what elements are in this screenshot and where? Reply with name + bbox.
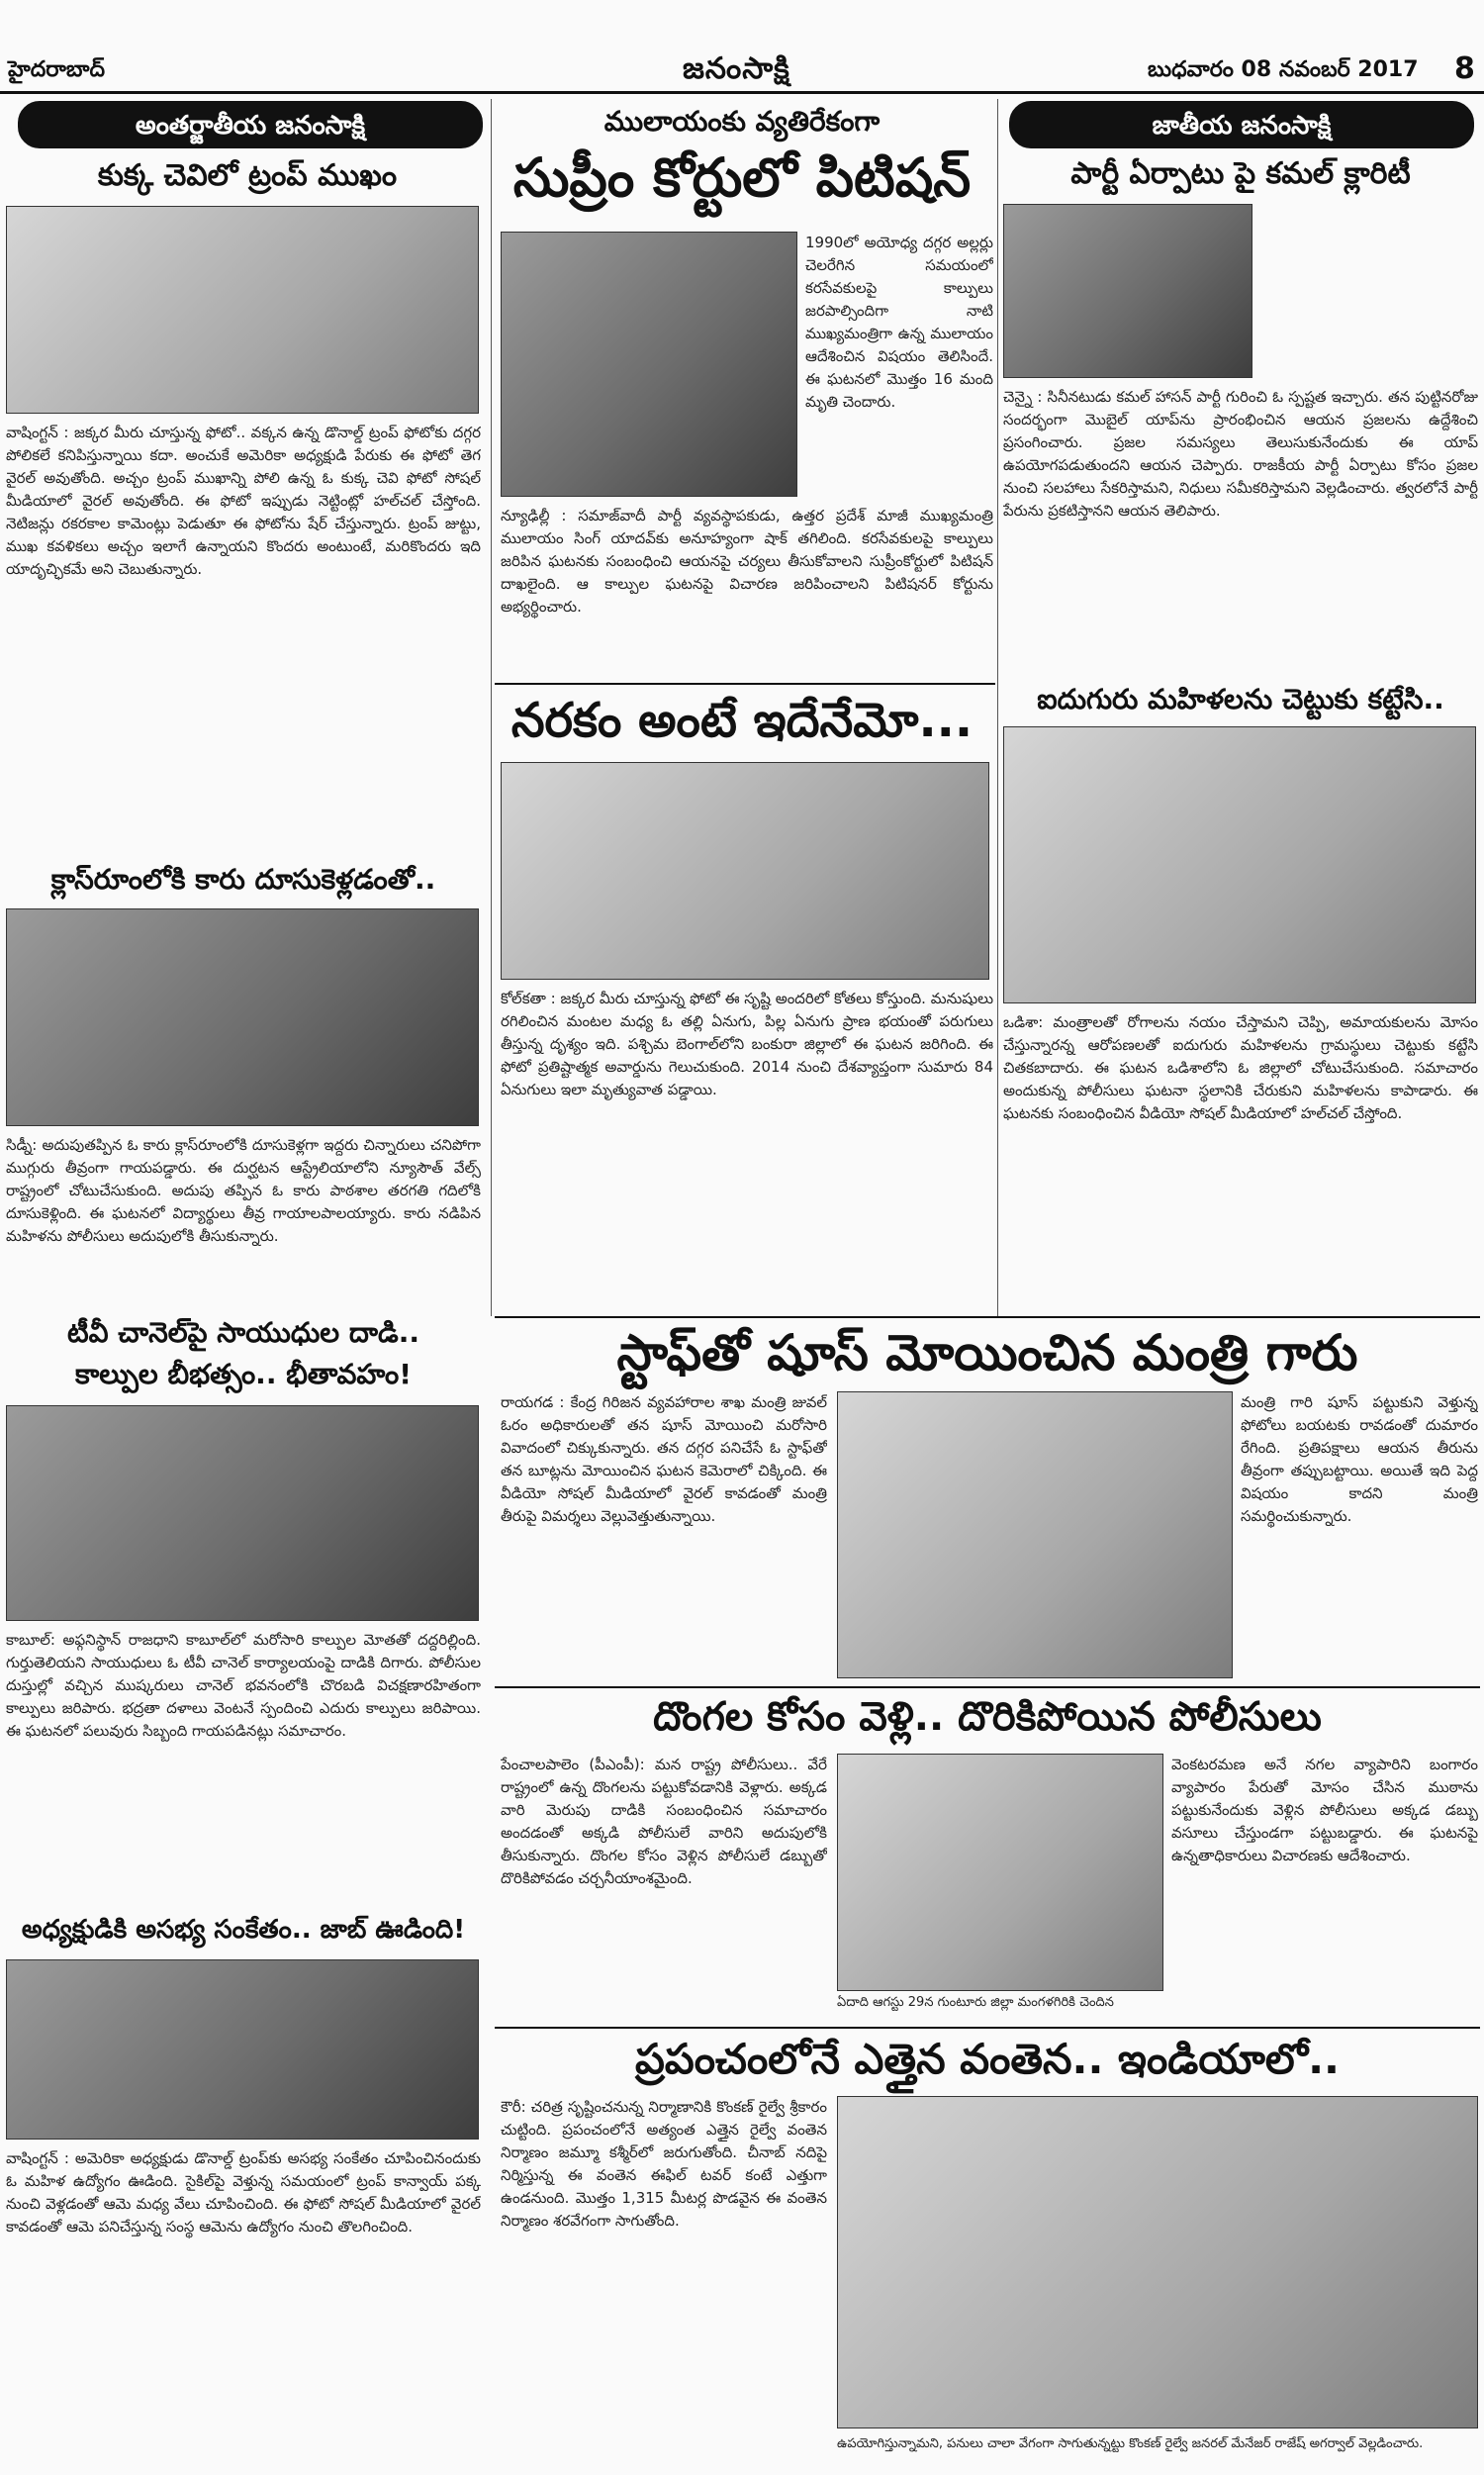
money-photo — [837, 1754, 1163, 1991]
minister-body: రాయగడ : కేంద్ర గిరిజన వ్యవహారాల శాఖ మంత్రి జువల్ ఓరం అధికారులతో తన షూస్ మోయించి మరోసారి వివాదంలో చిక్కుకున్నారు. తన దగ్గర పనిచేసే ఓ స్టాఫ్‌తో తన బూట్లను మోయించిన ఘటన కెమెరాలో చిక్కింది. ఈ వీడియో సోషల్ మీడియాలో వైరల్ కావడంతో మంత్రి తీరుపై విమర్శలు వెల్లువెత్తుతున్నాయి. — [501, 1393, 827, 1525]
cyclist-body: వాషింగ్టన్ : అమెరికా అధ్యక్షుడు డొనాల్డ్ ట్రంప్‌కు అసభ్య సంకేతం చూపించినందుకు ఓ మహిళ ఉద్యోగం ఊడింది. సైకిల్‌పై వెళ్తున్న సమయంలో ట్రంప్ కాన్వాయ్ పక్క నుంచి వెళ్లడంతో ఆమె మధ్య వేలు చూపించింది. ఈ ఫోటో సోషల్ మీడియాలో వైరల్ కావడంతో ఆమె పనిచేస్తున్న సంస్థ ఆమెను ఉద్యోగం నుంచి తొలగించింది. — [6, 2149, 481, 2236]
mulayam-photo — [501, 232, 797, 497]
police-body: పేంచాలపాలెం (పీఎంపీ): మన రాష్ట్ర పోలీసులు.. వేరే రాష్ట్రంలో ఉన్న దొంగలను పట్టుకోవడానికి వెళ్లారు. అక్కడ వారి మెరుపు దాడికి సంబంధించిన సమాచారం అందడంతో అక్కడి పోలీసులే వారిని అదుపులోకి తీసుకున్నారు. దొంగల కోసం వెళ్లిన పోలీసులే డబ్బుతో దొరికిపోవడం చర్చనీయాంశమైంది. — [501, 1756, 827, 1887]
police-caption: ఏదాది ఆగస్టు 29న గుంటూరు జిల్లా మంగళగిరికి చెందిన — [837, 1995, 1114, 2010]
supreme-body-side: 1990లో అయోధ్య దగ్గర అల్లర్లు చెలరేగిన సమయంలో కరసేవకులపై కాల్పులు జరపాల్సిందిగా నాటి ముఖ్యమంత్రిగా ఉన్న ములాయం ఆదేశించిన విషయం తెలిసిందే. ఈ ఘటనలో మొత్తం 16 మంది మృతి చెందారు. — [805, 234, 993, 411]
bridge-photo — [837, 2096, 1478, 2428]
trump-photo — [6, 206, 479, 414]
supreme-kicker: ములాయంకు వ్యతిరేకంగా — [603, 105, 881, 138]
bridge-headline: ప్రపంచంలోనే ఎత్తైన వంతెన.. ఇండియాలో.. — [635, 2035, 1340, 2083]
bridge-body: కౌరీ: చరిత్ర సృష్టించనున్న నిర్మాణానికి కొంకణ్ రైల్వే శ్రీకారం చుట్టింది. ప్రపంచంలోనే అత్యంత ఎత్తైన రైల్వే వంతెన నిర్మాణం జమ్మూ కశ్మీర్‌లో జరుగుతోంది. చీనాబ్ నదిపై నిర్మిస్తున్న ఈ వంతెన ఈఫిల్ టవర్ కంటే ఎత్తుగా ఉండనుంది. మొత్తం 1,315 మీటర్ల పొడవైన ఈ వంతెన నిర్మాణం శరవేగంగా సాగుతోంది. — [501, 2098, 827, 2230]
car-headline: క్లాస్‌రూంలోకి కారు దూసుకెళ్లడంతో.. — [50, 863, 436, 896]
tv-photo — [6, 1405, 479, 1621]
masthead-rule — [0, 91, 1484, 94]
column-rule-left — [491, 99, 492, 1316]
minister-photo — [837, 1391, 1233, 1678]
women-body: ఒడిశా: మంత్రాలతో రోగాలను నయం చేస్తామని చెప్పి, అమాయకులను మోసం చేస్తున్నారన్న ఆరోపణలతో ఐదుగురు మహిళలను గ్రామస్థులు చెట్టుకు కట్టేసి చితకబాదారు. ఈ ఘటన ఒడిశాలోని ఓ జిల్లాలో చోటుచేసుకుంది. సమాచారం అందుకున్న పోలీసులు ఘటనా స్థలానికి చేరుకుని మహిళలను కాపాడారు. ఈ ఘటనకు సంబంధించిన వీడియో సోషల్ మీడియాలో హల్‌చల్ చేస్తోంది. — [1003, 1013, 1478, 1122]
cyclist-photo — [6, 1959, 479, 2140]
tv-headline: టీవీ చానెల్‌పై సాయుధుల దాడి.. — [66, 1316, 420, 1349]
tv-subhead: కాల్పుల బీభత్సం.. భీతావహం! — [74, 1358, 413, 1390]
section-international: అంతర్జాతీయ జనంసాక్షి — [18, 101, 483, 148]
elephant-body: కోల్‌కతా : జక్కర మీరు చూస్తున్న ఫోటో ఈ సృష్టి అందరిలో కోతలు కోస్తుంది. మనుషులు రగిలించిన మంటల మధ్య ఓ తల్లి ఏనుగు, పిల్ల ఏనుగు ప్రాణ భయంతో పరుగులు తీస్తున్న దృశ్యం ఇది. పశ్చిమ బెంగాల్‌లోని బంకురా జిల్లాలో ఈ ఘటన జరిగింది. ఈ ఫోటో ప్రతిష్టాత్మక అవార్డును గెలుచుకుంది. 2014 నుంచి దేశవ్యాప్తంగా సుమారు 84 ఏనుగులు ఇలా మృత్యువాత పడ్డాయి. — [501, 990, 993, 1098]
trump-body: వాషింగ్టన్ : జక్కర మీరు చూస్తున్న ఫోటో.. వక్కన ఉన్న డొనాల్డ్ ట్రంప్ ఫోటోకు దగ్గర పోలికలే కనిపిస్తున్నాయి కదా. అంచుకే అమెరికా అధ్యక్షుడి పేరుకు ఈ ఫోటో తెగ వైరల్ అవుతోంది. అచ్చం ట్రంప్ ముఖాన్ని పోలి ఉన్న ఓ కుక్క చెవి ఫోటో సోషల్ మీడియాలో వైరల్ అవుతోంది. ఈ ఫోటో ఇప్పుడు నెట్టింట్లో హల్‌చల్ చేస్తోంది. నెటిజన్లు రకరకాల కామెంట్లు పెడుతూ ఈ ఫోటోను షేర్ చేస్తున్నారు. ట్రంప్ జుట్టు, ముఖ కవళికలు అచ్చం ఇలాగే ఉన్నాయని కొందరు అంటుంటే, మరికొందరు ఇది యాదృచ్ఛికమే అని చెబుతున్నారు. — [6, 424, 481, 578]
elephant-photo — [501, 762, 989, 980]
section-national: జాతీయ జనంసాక్షి — [1009, 101, 1474, 148]
story-divider — [495, 683, 995, 685]
minister-body-right: మంత్రి గారి షూస్ పట్టుకుని వెళ్తున్న ఫోటోలు బయటకు రావడంతో దుమారం రేగింది. ప్రతిపక్షాలు ఆయన తీరును తీవ్రంగా తప్పుబట్టాయి. అయితే ఇది పెద్ద విషయం కాదని మంత్రి సమర్థించుకున్నారు. — [1241, 1393, 1478, 1525]
minister-divider — [495, 1316, 1480, 1318]
police-divider — [495, 1686, 1480, 1688]
paper-name: జనంసాక్షి — [683, 51, 790, 86]
bridge-divider — [495, 2027, 1480, 2029]
police-body-right: వెంకటరమణ అనే నగల వ్యాపారిని బంగారం వ్యాపారం పేరుతో మోసం చేసిన ముఠాను పట్టుకునేందుకు వెళ్లిన పోలీసులు అక్కడ డబ్బు వసూలు చేస్తుండగా పట్టుబడ్డారు. ఈ ఘటనపై ఉన్నతాధికారులు విచారణకు ఆదేశించారు. — [1171, 1756, 1478, 1864]
masthead-date: బుధవారం 08 నవంబర్ 2017 — [1148, 57, 1419, 82]
column-rule-right — [997, 99, 998, 1316]
supreme-headline: సుప్రీం కోర్టులో పిటిషన్ — [512, 146, 972, 209]
page-number: 8 — [1454, 51, 1475, 86]
kamal-headline: పార్టీ ఏర్పాటు పై కమల్ క్లారిటీ — [1070, 156, 1411, 191]
masthead-city: హైదరాబాద్ — [8, 57, 105, 82]
kamal-body: చెన్నై : సినీనటుడు కమల్ హాసన్ పార్టీ గురించి ఓ స్పష్టత ఇచ్చారు. తన పుట్టినరోజు సందర్భంగా మొబైల్ యాప్‌ను ప్రారంభించిన ఆయన ప్రజలను ఉద్దేశించి ప్రసంగించారు. ప్రజల సమస్యలు తెలుసుకునేందుకు ఈ యాప్ ఉపయోగపడుతుందని ఆయన చెప్పారు. రాజకీయ పార్టీ ఏర్పాటు కోసం ప్రజల నుంచి సలహాలు సేకరిస్తామని, నిధులు సమీకరిస్తామని వెల్లడించారు. త్వరలోనే పార్టీ పేరును ప్రకటిస్తానని ఆయన తెలిపారు. — [1003, 388, 1478, 520]
car-photo — [6, 908, 479, 1126]
cyclist-headline: అధ్యక్షుడికి అసభ్య సంకేతం.. జాబ్ ఊడింది! — [21, 1915, 466, 1945]
minister-headline: స్టాఫ్‌తో షూస్ మోయించిన మంత్రి గారు — [616, 1324, 1358, 1381]
women-photo — [1003, 726, 1476, 1003]
tv-body: కాబూల్: అఫ్గనిస్థాన్ రాజధాని కాబూల్‌లో మరోసారి కాల్పుల మోతతో దద్దరిల్లింది. గుర్తుతెలియని సాయుధులు ఓ టీవీ చానెల్ కార్యాలయంపై దాడికి దిగారు. పోలీసుల దుస్తుల్లో వచ్చిన ముష్కరులు చానెల్ భవనంలోకి చొరబడి విచక్షణారహితంగా కాల్పులు జరిపారు. భద్రతా దళాలు వెంటనే స్పందించి ఎదురు కాల్పులు జరిపాయి. ఈ ఘటనలో పలువురు సిబ్బంది గాయపడినట్లు సమాచారం. — [6, 1631, 481, 1740]
women-headline: ఐదుగురు మహిళలను చెట్టుకు కట్టేసి.. — [1037, 683, 1444, 715]
elephant-headline: నరకం అంటే ఇదేనేమో... — [510, 693, 974, 748]
police-headline: దొంగల కోసం వెళ్లి.. దొరికిపోయిన పోలీసులు — [653, 1694, 1322, 1740]
bridge-caption: ఉపయోగిస్తున్నామని, పనులు చాలా వేగంగా సాగుతున్నట్టు కొంకణ్ రైల్వే జనరల్ మేనేజర్ రాజేష్ అగర్వాల్ వెల్లడించారు. — [837, 2436, 1424, 2451]
kamal-photo — [1003, 204, 1252, 378]
supreme-body: న్యూఢిల్లీ : సమాజ్‌వాదీ పార్టీ వ్యవస్థాపకుడు, ఉత్తర ప్రదేశ్ మాజీ ముఖ్యమంత్రి ములాయం సింగ్ యాదవ్‌కు అనూహ్యంగా షాక్ తగిలింది. కరసేవకులపై కాల్పులు జరిపిన ఘటనకు సంబంధించి ఆయనపై చర్యలు తీసుకోవాలని సుప్రీంకోర్టులో పిటిషన్ దాఖలైంది. ఆ కాల్పుల ఘటనపై విచారణ జరిపించాలని పిటిషనర్ కోర్టును అభ్యర్థించారు. — [501, 507, 993, 616]
trump-headline: కుక్క చెవిలో ట్రంప్ ముఖం — [97, 158, 398, 193]
car-body: సిడ్నీ: అదుపుతప్పిన ఓ కారు క్లాస్‌రూంలోకి దూసుకెళ్లగా ఇద్దరు చిన్నారులు చనిపోగా ముగ్గురు తీవ్రంగా గాయపడ్డారు. ఈ దుర్ఘటన ఆస్ట్రేలియాలోని న్యూసౌత్ వేల్స్ రాష్ట్రంలో చోటుచేసుకుంది. అదుపు తప్పిన ఓ కారు పాఠశాల తరగతి గదిలోకి దూసుకెళ్లింది. ఈ ఘటనలో విద్యార్థులు తీవ్ర గాయాలపాలయ్యారు. కారు నడిపిన మహిళను పోలీసులు అదుపులోకి తీసుకున్నారు. — [6, 1136, 481, 1245]
